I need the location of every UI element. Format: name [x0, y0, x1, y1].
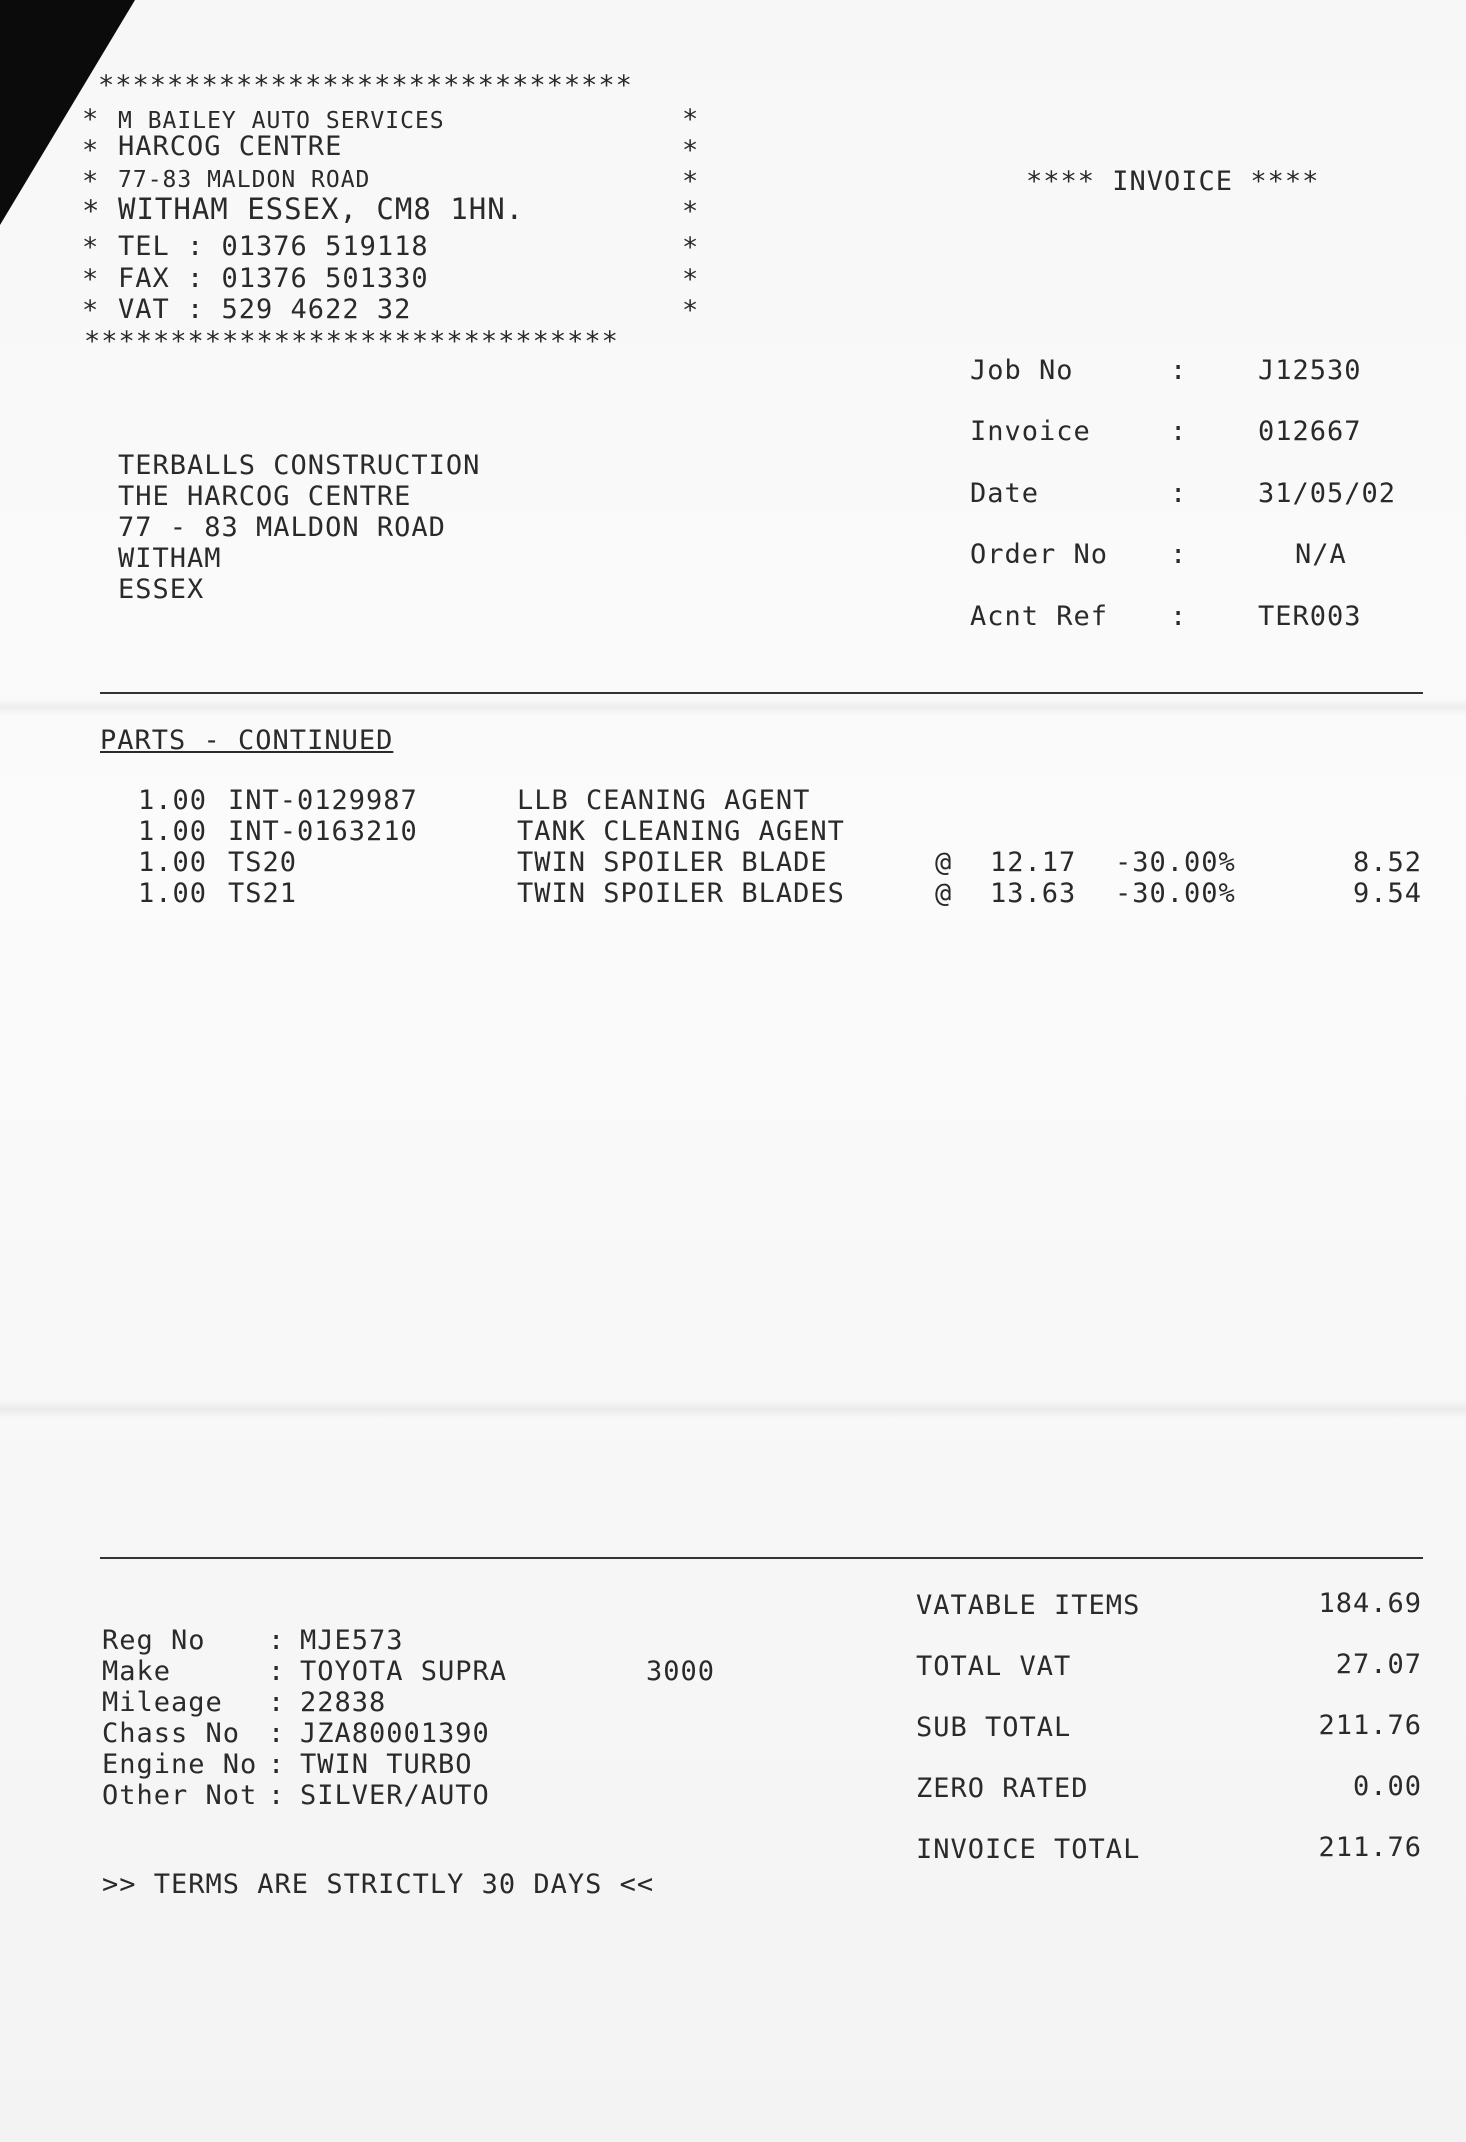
business-vat: VAT : 529 4622 32 [118, 294, 412, 325]
part-qty: 1.00 [138, 878, 208, 909]
meta-value-acnt-ref: TER003 [1258, 601, 1362, 632]
total-label-zero-rated: ZERO RATED [916, 1773, 1089, 1804]
meta-label-order-no: Order No [970, 539, 1109, 570]
divider-top [100, 692, 1423, 694]
business-name: M BAILEY AUTO SERVICES [118, 108, 445, 134]
total-label-invoice: INVOICE TOTAL [916, 1834, 1141, 1865]
total-label-vatable: VATABLE ITEMS [916, 1590, 1141, 1621]
customer-line: WITHAM [118, 543, 222, 574]
header-star: * [82, 166, 100, 197]
header-star: * [82, 295, 100, 326]
vehicle-value-chassis: JZA80001390 [300, 1718, 490, 1749]
header-star: * [82, 104, 100, 135]
vehicle-sep: : [268, 1656, 286, 1687]
business-fax: FAX : 01376 501330 [118, 263, 429, 294]
vehicle-value-make: TOYOTA SUPRA [300, 1656, 508, 1687]
part-price: 13.63 [990, 878, 1077, 909]
invoice-title: **** INVOICE **** [1026, 166, 1320, 197]
vehicle-label-mileage: Mileage [102, 1687, 223, 1718]
header-star: * [682, 104, 700, 135]
customer-line: 77 - 83 MALDON ROAD [118, 512, 446, 543]
vehicle-label-make: Make [102, 1656, 172, 1687]
header-star: * [682, 196, 700, 227]
vehicle-label-chassis: Chass No [102, 1718, 241, 1749]
header-star: * [682, 264, 700, 295]
part-desc: TWIN SPOILER BLADES [517, 878, 845, 909]
meta-sep: : [1170, 355, 1188, 386]
part-code: INT-0163210 [228, 816, 418, 847]
customer-line: TERBALLS CONSTRUCTION [118, 450, 481, 481]
vehicle-label-engine-no: Engine No [102, 1749, 258, 1780]
header-star: * [82, 135, 100, 166]
header-stars-top: ******************************* [98, 70, 633, 101]
part-total: 8.52 [1352, 847, 1422, 878]
vehicle-label-reg-no: Reg No [102, 1625, 206, 1656]
part-discount: -30.00% [1115, 847, 1236, 878]
header-star: * [82, 264, 100, 295]
total-value-vatable: 184.69 [1318, 1588, 1422, 1619]
meta-value-invoice: 012667 [1258, 416, 1362, 447]
vehicle-value-reg-no: MJE573 [300, 1625, 404, 1656]
paper-fold [0, 1400, 1466, 1418]
meta-sep: : [1170, 539, 1188, 570]
business-tel: TEL : 01376 519118 [118, 231, 429, 262]
part-code: INT-0129987 [228, 785, 418, 816]
meta-sep: : [1170, 478, 1188, 509]
meta-value-order-no: N/A [1295, 539, 1347, 570]
customer-line: THE HARCOG CENTRE [118, 481, 412, 512]
total-value-vat: 27.07 [1335, 1649, 1422, 1680]
meta-label-invoice: Invoice [970, 416, 1091, 447]
business-address-2: 77-83 MALDON ROAD [118, 167, 371, 193]
meta-label-job-no: Job No [970, 355, 1074, 386]
vehicle-sep: : [268, 1718, 286, 1749]
business-address-1: HARCOG CENTRE [118, 131, 343, 162]
meta-value-date: 31/05/02 [1258, 478, 1397, 509]
paper-fold [0, 698, 1466, 716]
vehicle-sep: : [268, 1749, 286, 1780]
part-desc: LLB CEANING AGENT [517, 785, 811, 816]
total-value-sub: 211.76 [1318, 1710, 1422, 1741]
total-value-zero-rated: 0.00 [1352, 1771, 1422, 1802]
header-star: * [82, 232, 100, 263]
meta-sep: : [1170, 601, 1188, 632]
part-code: TS20 [228, 847, 298, 878]
divider-bottom [100, 1557, 1423, 1559]
header-star: * [82, 194, 101, 228]
torn-corner [0, 0, 135, 228]
part-qty: 1.00 [138, 785, 208, 816]
header-star: * [682, 295, 700, 326]
header-star: * [682, 232, 700, 263]
part-at: @ [935, 878, 953, 909]
header-star: * [682, 166, 700, 197]
meta-sep: : [1170, 416, 1188, 447]
total-label-vat: TOTAL VAT [916, 1651, 1072, 1682]
business-address-3: WITHAM ESSEX, CM8 1HN. [118, 192, 525, 226]
vehicle-label-other: Other Not [102, 1780, 258, 1811]
part-desc: TANK CLEANING AGENT [517, 816, 845, 847]
header-star: * [682, 135, 700, 166]
customer-line: ESSEX [118, 574, 205, 605]
header-stars-bottom: ******************************* [84, 326, 619, 357]
parts-heading: PARTS - CONTINUED [100, 725, 394, 756]
part-at: @ [935, 847, 953, 878]
meta-label-acnt-ref: Acnt Ref [970, 601, 1109, 632]
vehicle-sep: : [268, 1687, 286, 1718]
meta-label-date: Date [970, 478, 1040, 509]
payment-terms: >> TERMS ARE STRICTLY 30 DAYS << [102, 1869, 655, 1900]
vehicle-value-engine-size: 3000 [646, 1656, 716, 1687]
meta-value-job-no: J12530 [1258, 355, 1362, 386]
vehicle-sep: : [268, 1625, 286, 1656]
total-value-invoice: 211.76 [1318, 1832, 1422, 1863]
vehicle-value-mileage: 22838 [300, 1687, 387, 1718]
part-discount: -30.00% [1115, 878, 1236, 909]
vehicle-value-other: SILVER/AUTO [300, 1780, 490, 1811]
part-qty: 1.00 [138, 847, 208, 878]
vehicle-value-engine-no: TWIN TURBO [300, 1749, 473, 1780]
part-total: 9.54 [1352, 878, 1422, 909]
part-price: 12.17 [990, 847, 1077, 878]
part-code: TS21 [228, 878, 298, 909]
part-desc: TWIN SPOILER BLADE [517, 847, 828, 878]
part-qty: 1.00 [138, 816, 208, 847]
total-label-sub: SUB TOTAL [916, 1712, 1072, 1743]
vehicle-sep: : [268, 1780, 286, 1811]
